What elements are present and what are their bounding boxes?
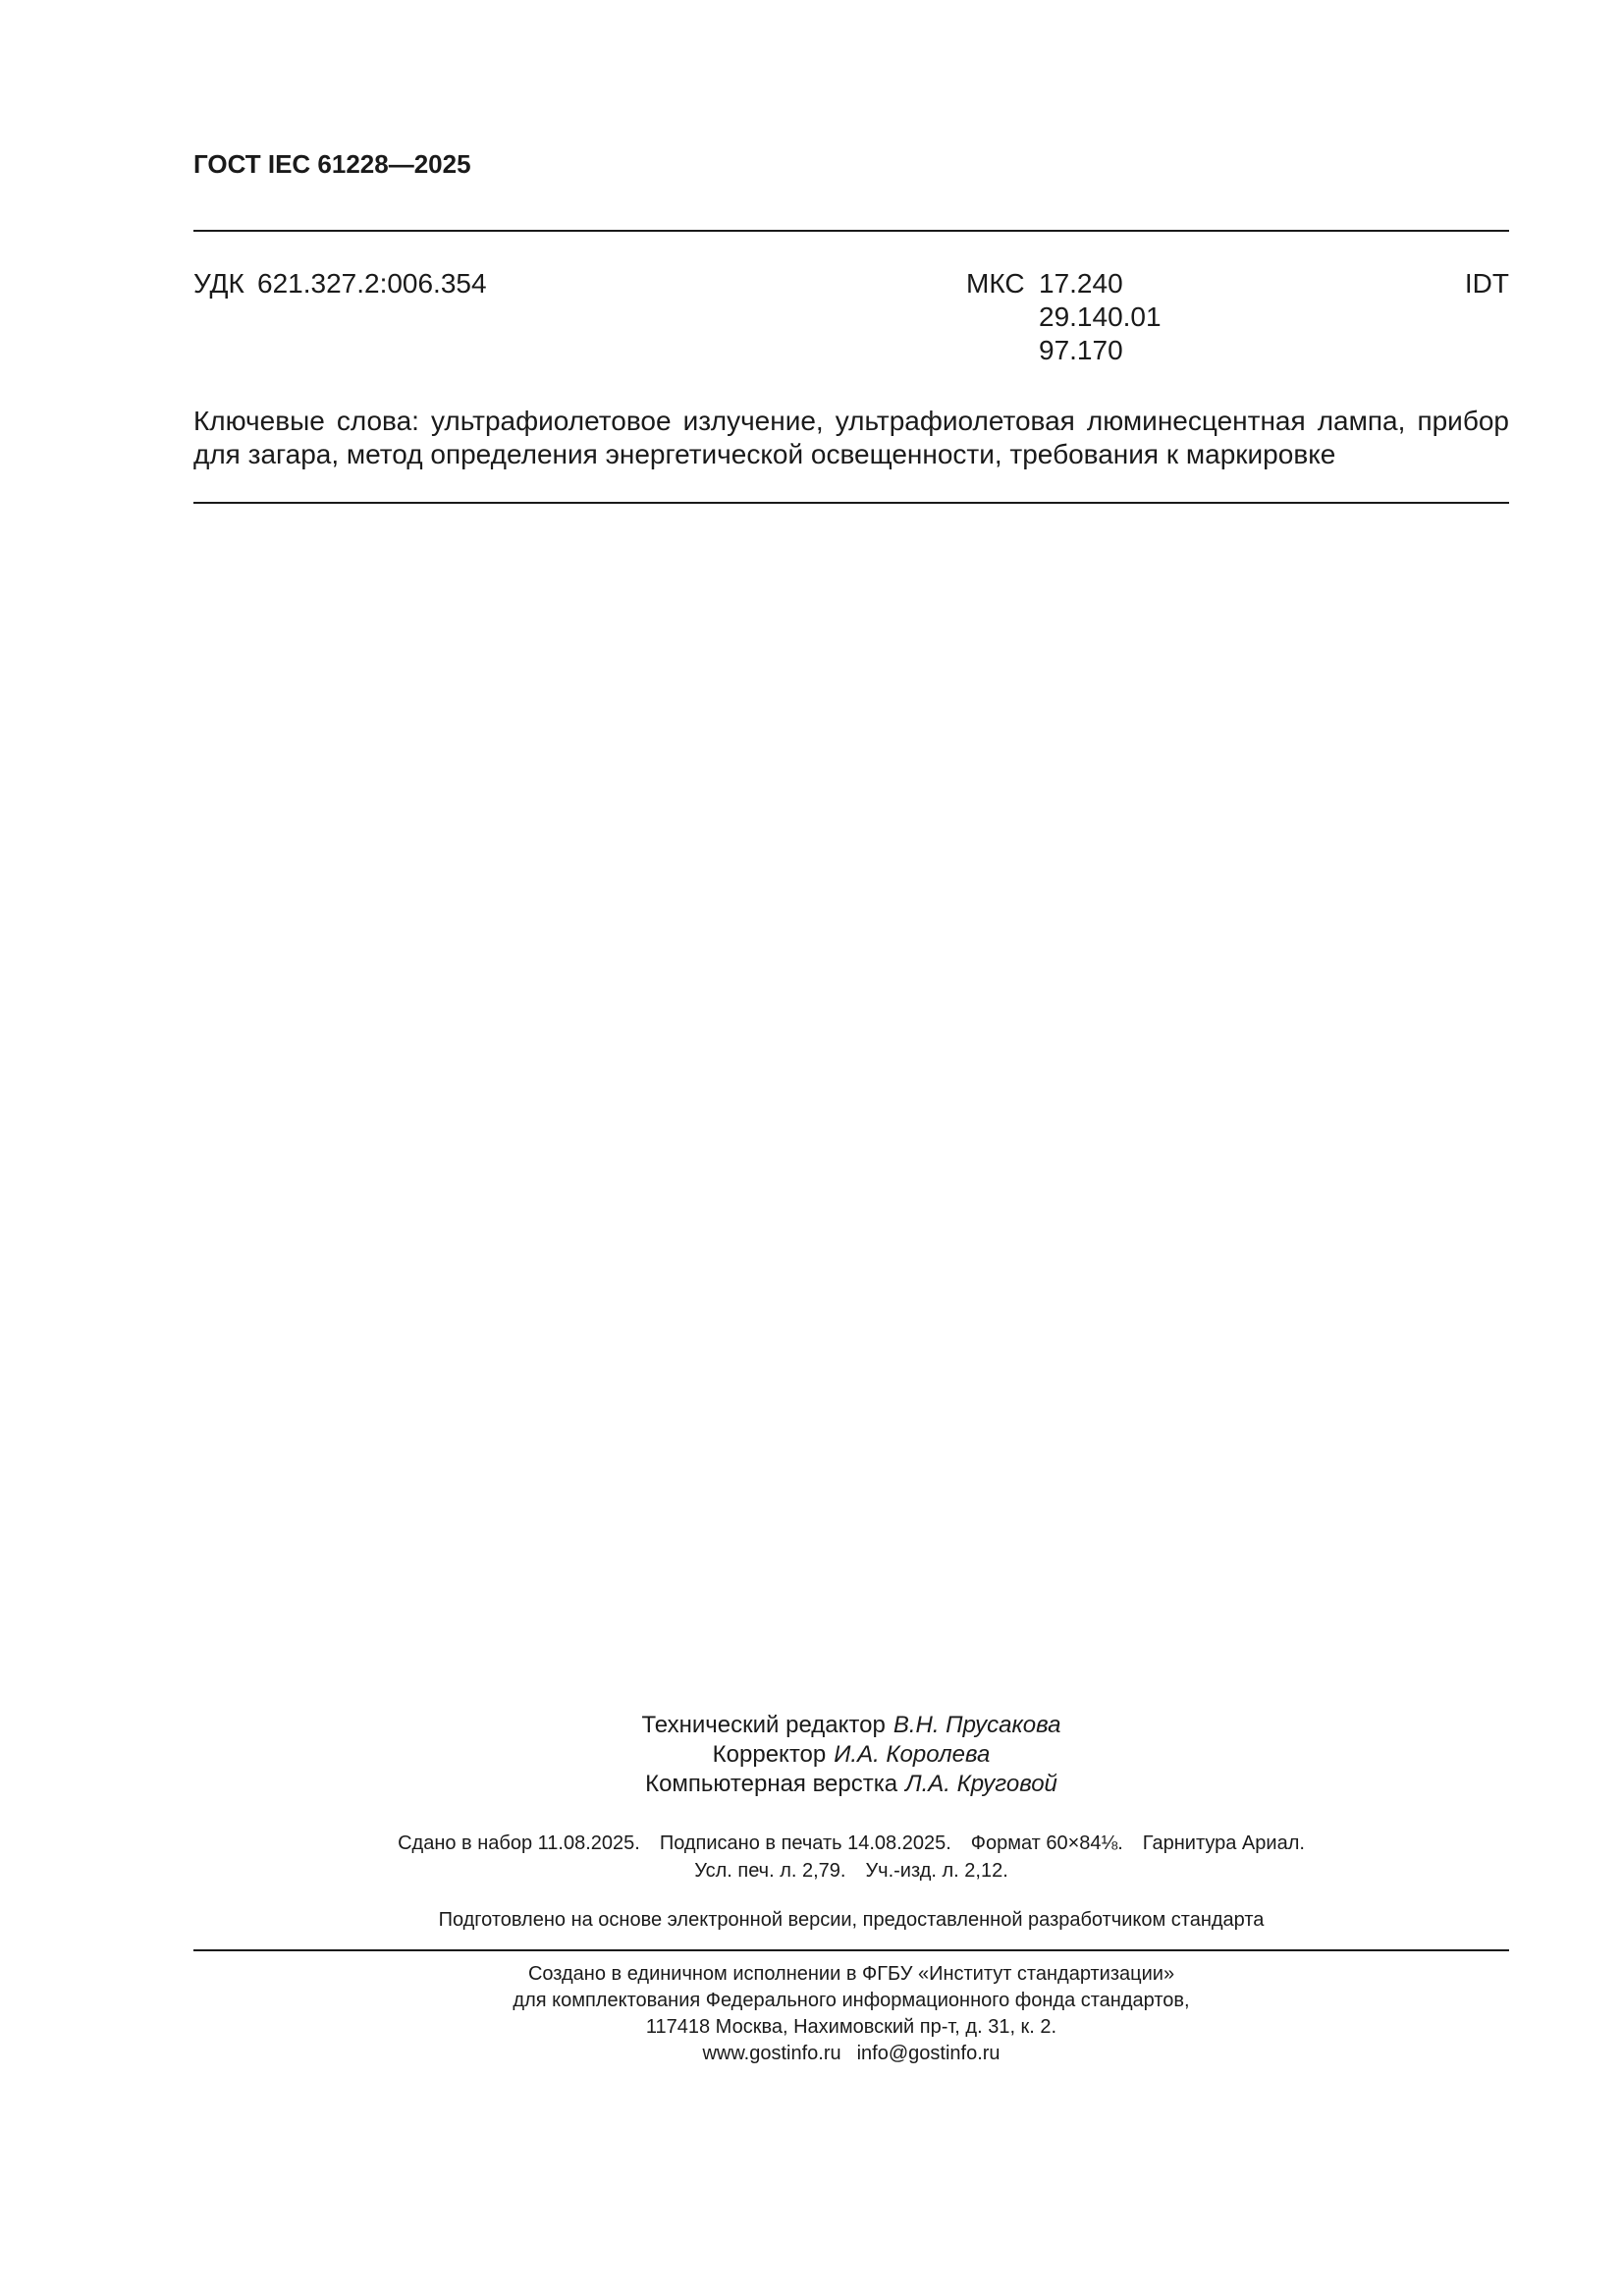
publisher-line: Создано в единичном исполнении в ФГБУ «Институт стандартизации» — [527, 1963, 1175, 1985]
credit-name: Л.А. Круговой — [905, 1771, 1057, 1797]
prepared-note: Подготовлено на основе электронной версии, предоставленной разработчиком стандарта — [438, 1909, 1265, 1931]
credit-line — [193, 1770, 1509, 1799]
credit-name: И.А. Королева — [834, 1741, 991, 1768]
degree-of-correspondence: IDT — [1464, 268, 1509, 299]
credit-line — [193, 1740, 1509, 1770]
credit-role: Технический редактор — [641, 1712, 886, 1738]
typeface: Гарнитура Ариал. — [1142, 1832, 1305, 1854]
keywords-line: Ключевые слова: ультрафиолетовое излучение, ультрафиолетовая люминесцентная лампа, прибор — [193, 406, 1509, 436]
keywords-line: для загара, метод определения энергетической освещенности, требования к маркировке — [193, 439, 1336, 469]
print-info-line — [193, 1857, 1509, 1885]
email-link[interactable]: info@gostinfo.ru — [856, 2043, 1001, 2064]
udk-label: УДК — [193, 268, 244, 299]
credit-role: Компьютерная верстка — [645, 1771, 898, 1797]
divider-bottom — [193, 1949, 1509, 1951]
paper-format: Формат 60×84⅛. — [970, 1832, 1123, 1854]
editorial-credits — [193, 1711, 1509, 1799]
print-info — [193, 1830, 1509, 1885]
publisher-line: для комплектования Федерального информационного фонда стандартов, — [513, 1990, 1190, 2011]
mks-label: МКС — [966, 268, 1025, 299]
credit-line — [193, 1711, 1509, 1740]
publishing-sheets: Уч.-изд. л. 2,12. — [865, 1860, 1008, 1882]
divider-keywords — [193, 502, 1509, 504]
divider-top — [193, 230, 1509, 232]
credit-name: В.Н. Прусакова — [893, 1712, 1061, 1738]
print-info-line — [193, 1830, 1509, 1857]
keywords — [193, 405, 1509, 471]
mks-code: 29.140.01 — [1039, 301, 1162, 332]
mks-codes — [1039, 267, 1162, 367]
credit-role: Корректор — [712, 1741, 827, 1768]
publisher-contacts — [193, 2041, 1509, 2067]
signed-date: Подписано в печать 14.08.2025. — [659, 1832, 951, 1854]
document-code: ГОСТ IEC 61228—2025 — [193, 149, 471, 179]
publisher-info — [193, 1961, 1509, 2067]
print-sheets: Усл. печ. л. 2,79. — [694, 1860, 846, 1882]
publisher-address: 117418 Москва, Нахимовский пр-т, д. 31, к. 2. — [645, 2016, 1057, 2038]
mks-code: 97.170 — [1039, 335, 1123, 365]
udk-value: 621.327.2:006.354 — [257, 268, 487, 299]
mks-code: 17.240 — [1039, 268, 1123, 299]
website-link[interactable]: www.gostinfo.ru — [702, 2043, 841, 2064]
submitted-date: Сдано в набор 11.08.2025. — [398, 1832, 640, 1854]
